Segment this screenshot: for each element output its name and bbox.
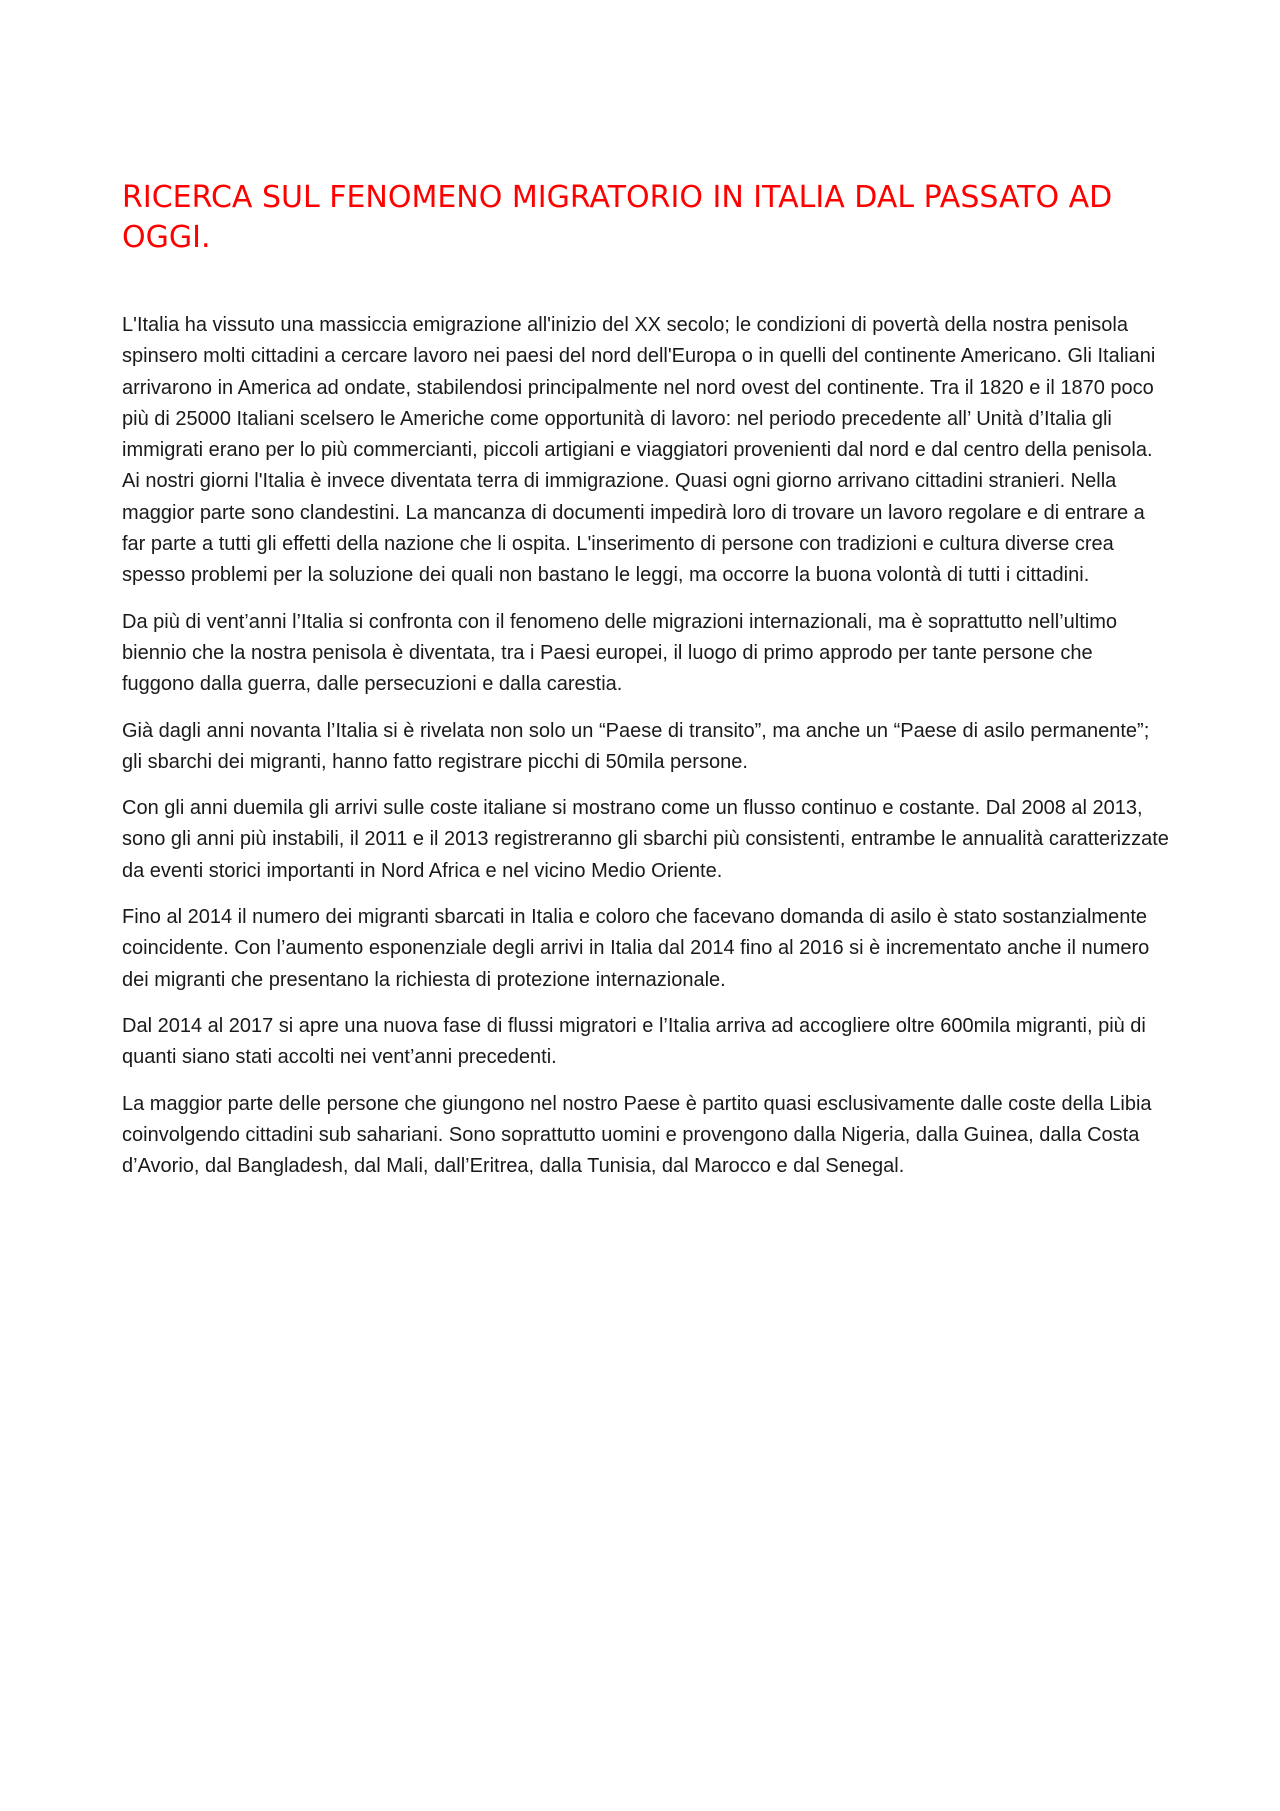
document-title: RICERCA SUL FENOMENO MIGRATORIO IN ITALIA DAL PASSATO AD OGGI. — [122, 180, 1113, 255]
paragraph-origins: La maggior parte delle persone che giungono nel nostro Paese è partito quasi esclusivamente dalle coste della Libia coinvolgendo cittadini sub sahariani. Sono soprattutto uomini e provengono dalla Nigeria, dalla Guinea, dalla Costa d’Avorio, dal Bangladesh, dal Mali, dall’Eritrea, dalla Tunisia, dal Marocco e dal Senegal. — [122, 1092, 1152, 1178]
paragraph-asylum-requests: Fino al 2014 il numero dei migranti sbarcati in Italia e coloro che facevano domanda di asilo è stato sostanzialmente coincidente. Con l’aumento esponenziale degli arrivi in Italia dal 2014 fino al 2016 si è incrementato anche il numero dei migranti che presentano la richiesta di protezione internazionale. — [122, 906, 1150, 991]
paragraph-2014-2017: Dal 2014 al 2017 si apre una nuova fase di flussi migratori e l’Italia arriva ad accogliere oltre 600mila migranti, più di quanti siano stati accolti nei vent’anni precedenti. — [122, 1014, 1146, 1069]
paragraph-two-thousands: Con gli anni duemila gli arrivi sulle coste italiane si mostrano come un flusso continuo e costante. Dal 2008 al 2013, sono gli anni più instabili, il 2011 e il 2013 registreranno gli sbarchi più consistenti, entrambe le annualità caratterizzate da eventi storici importanti in Nord Africa e nel vicino Medio Oriente. — [122, 797, 1169, 882]
paragraph-international-migration: Da più di vent’anni l’Italia si confronta con il fenomeno delle migrazioni internazionali, ma è soprattutto nell’ultimo biennio che la nostra penisola è diventata, tra i Paesi europei, il luogo di primo approdo per tante persone che fuggono dalla guerra, dalle persecuzioni e dalla carestia. — [122, 610, 1117, 696]
document-body — [122, 178, 1170, 1197]
paragraph-emigration-history: L'Italia ha vissuto una massiccia emigrazione all'inizio del XX secolo; le condizioni di povertà della nostra penisola spinsero molti cittadini a cercare lavoro nei paesi del nord dell'Europa o in quelli del continente Americano. Gli Italiani arrivarono in America ad ondate, stabilendosi principalmente nel nord ovest del continente. Tra il 1820 e il 1870 poco più di 25000 Italiani scelsero le Americhe come opportunità di lavoro: nel periodo precedente all’ Unità d’Italia gli immigrati erano per lo più commercianti, piccoli artigiani e viaggiatori provenienti dal nord e dal centro della penisola. Ai nostri giorni l'Italia è invece diventata terra di immigrazione. Quasi ogni giorno arrivano cittadini stranieri. Nella maggior parte sono clandestini. La mancanza di documenti impedirà loro di trovare un lavoro regolare e di entrare a far parte a tutti gli effetti della nazione che li ospita. L'inserimento di persone con tradizioni e cultura diverse crea spesso problemi per la soluzione dei quali non bastano le leggi, ma occorre la buona volontà di tutti i cittadini. — [122, 314, 1156, 587]
paragraph-nineties: Già dagli anni novanta l’Italia si è rivelata non solo un “Paese di transito”, ma anche un “Paese di asilo permanente”; gli sbarchi dei migranti, hanno fatto registrare picchi di 50mila persone. — [122, 719, 1150, 773]
